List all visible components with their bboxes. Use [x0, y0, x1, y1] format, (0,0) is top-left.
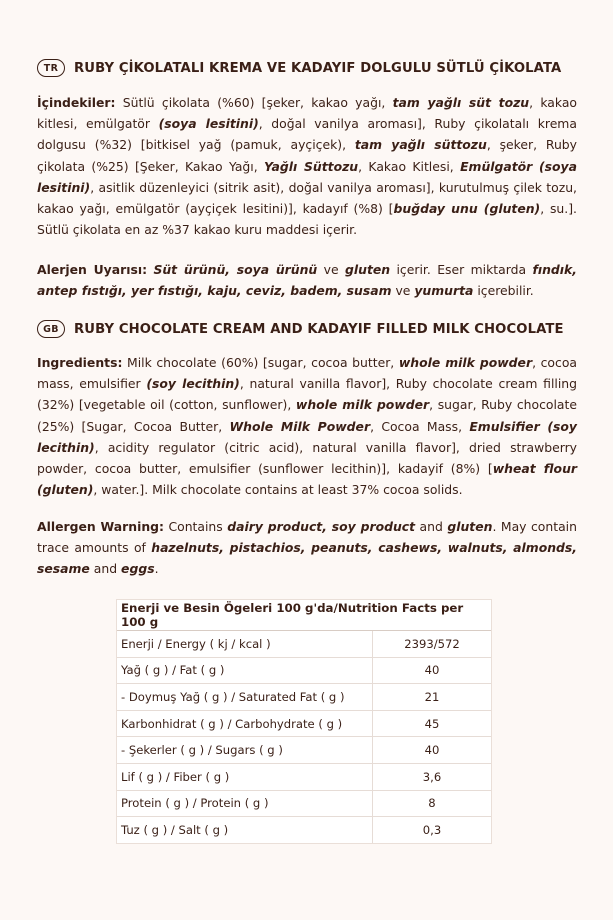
nutrient-value: 8 — [373, 790, 492, 817]
emphasized-text: gluten — [345, 262, 391, 277]
text-run: and — [415, 519, 448, 534]
nutrition-header-row — [117, 600, 491, 631]
emphasized-text: (soy lecithin) — [146, 376, 240, 392]
nutrient-label: Yağ ( g ) / Fat ( g ) — [117, 657, 373, 684]
nutrition-row-energy — [117, 631, 491, 658]
gb-ingredients-text — [37, 355, 577, 497]
emphasized-text: hazelnuts, pistachios, peanuts, cashews, walnuts, almonds, sesame — [37, 540, 577, 577]
emphasized-text: whole milk powder — [398, 355, 533, 370]
text-run: . — [154, 561, 159, 577]
text-run: , şeker, Ruby çikolata (%25) [Şeker, Kakao Yağı, — [37, 137, 577, 174]
nutrient-value: 40 — [373, 737, 492, 764]
emphasized-text: dairy product, soy product — [227, 519, 416, 534]
nutrient-label: Lif ( g ) / Fiber ( g ) — [117, 763, 373, 790]
emphasized-text: Yağlı Süttozu — [264, 158, 359, 174]
text-run: ve — [317, 262, 345, 277]
tr-ingredients — [37, 92, 577, 240]
emphasized-text: tam yağlı süt tozu — [392, 95, 530, 110]
text-run: , Kakao Kitlesi, — [358, 158, 461, 174]
text-run: and — [89, 561, 122, 577]
text-run: , kakao kitlesi, emülgatör — [37, 95, 578, 132]
text-run: , water.]. Milk chocolate contains at least 37% cocoa solids. — [93, 482, 463, 498]
nutrition-header: Enerji ve Besin Ögeleri 100 g'da/Nutrition Facts per 100 g — [117, 600, 491, 631]
emphasized-text: tam yağlı süttozu — [354, 137, 487, 153]
emphasized-text: eggs — [121, 561, 155, 577]
tr-section-header — [37, 59, 561, 77]
gb-ingredients — [37, 352, 577, 500]
nutrient-label: - Şekerler ( g ) / Sugars ( g ) — [117, 737, 373, 764]
text-run: , sugar, Ruby chocolate (25%) [Sugar, Cocoa Butter, — [37, 397, 577, 434]
nutrient-value: 0,3 — [373, 817, 492, 843]
text-run: , acidity regulator (citric acid), natural vanilla flavor], dried strawberry powder, cocoa butter, emulsifier (sunflower lecithin)], kadayif (8%) [ — [37, 439, 577, 477]
text-run: . May contain trace amounts of — [37, 519, 577, 556]
nutrition-row-salt — [117, 817, 491, 843]
nutrition-row-carbohydrate — [117, 710, 491, 737]
nutrient-value: 2393/572 — [373, 631, 492, 658]
nutrient-label: Enerji / Energy ( kj / kcal ) — [117, 631, 373, 658]
text-run: Sütlü çikolata (%60) [şeker, kakao yağı, — [115, 95, 393, 110]
emphasized-text: fındık, antep fıstığı, yer fıstığı, kaju, ceviz, badem, susam — [37, 262, 577, 299]
nutrition-row-protein — [117, 790, 491, 817]
gb-ingredients-label: Ingredients: — [37, 355, 123, 370]
nutrition-row-sugars — [117, 737, 491, 764]
tr-ingredients-text — [37, 95, 577, 237]
emphasized-text: wheat flour (gluten) — [37, 461, 577, 498]
emphasized-text: Süt ürünü, soya ürünü — [153, 262, 318, 277]
tr-ingredients-label: İçindekiler: — [37, 95, 116, 110]
text-run: Contains — [163, 519, 228, 534]
nutrition-row-fiber — [117, 763, 491, 790]
text-run: içerebilir. — [473, 283, 534, 299]
nutrition-row-saturated-fat — [117, 684, 491, 711]
tr-language-badge: TR — [37, 59, 65, 77]
gb-allergen-warning — [37, 516, 577, 580]
emphasized-text: yumurta — [414, 283, 474, 299]
emphasized-text: Whole Milk Powder — [229, 418, 371, 434]
text-run: , natural vanilla flavor], Ruby chocolate cream filling (32%) [vegetable oil (cotton, sunflower), — [37, 376, 577, 413]
nutrient-label: Karbonhidrat ( g ) / Carbohydrate ( g ) — [117, 710, 373, 737]
nutrition-facts-table — [117, 600, 491, 843]
nutrient-value: 21 — [373, 684, 492, 711]
nutrient-value: 40 — [373, 657, 492, 684]
nutrient-value: 45 — [373, 710, 492, 737]
gb-product-title: RUBY CHOCOLATE CREAM AND KADAYIF FILLED MILK CHOCOLATE — [74, 321, 564, 337]
text-run: , cocoa mass, emulsifier — [37, 355, 577, 392]
nutrient-label: Protein ( g ) / Protein ( g ) — [117, 790, 373, 817]
emphasized-text: buğday unu (gluten) — [393, 201, 541, 217]
text-run: , asitlik düzenleyici (sitrik asit), doğal vanilya aroması], kurutulmuş çilek tozu, kakao yağı, emülgatör (ayçiçek lesitini)], kadayıf (%8) [ — [37, 179, 577, 217]
nutrient-label: Tuz ( g ) / Salt ( g ) — [117, 817, 373, 843]
text-run: , Cocoa Mass, — [370, 418, 470, 434]
text-run: , doğal vanilya aroması], Ruby çikolatalı krema dolgusu (%32) [bitkisel yağ (pamuk, ayçiçek), — [37, 116, 577, 153]
tr-product-title: RUBY ÇİKOLATALI KREMA VE KADAYIF DOLGULU SÜTLÜ ÇİKOLATA — [74, 60, 562, 76]
emphasized-text: whole milk powder — [295, 397, 430, 413]
text-run: içerir. Eser miktarda — [390, 262, 533, 277]
gb-section-header — [37, 320, 564, 338]
emphasized-text: Emülgatör (soya lesitini) — [37, 158, 577, 195]
gb-allergen-label: Allergen Warning: — [37, 519, 164, 534]
emphasized-text: gluten — [447, 519, 493, 534]
tr-allergen-label: Alerjen Uyarısı: — [37, 262, 148, 277]
text-run: Milk chocolate (60%) [sugar, cocoa butter, — [122, 355, 399, 370]
nutrient-label: - Doymuş Yağ ( g ) / Saturated Fat ( g ) — [117, 684, 373, 711]
gb-language-badge: GB — [37, 320, 65, 338]
nutrient-value: 3,6 — [373, 763, 492, 790]
text-run: , su.]. Sütlü çikolata en az %37 kakao kuru maddesi içerir. — [37, 201, 577, 238]
nutrition-row-fat — [117, 657, 491, 684]
emphasized-text: Emulsifier (soy lecithin) — [37, 418, 578, 455]
emphasized-text: (soya lesitini) — [158, 116, 259, 132]
tr-allergen-warning — [37, 259, 577, 301]
text-run: ve — [391, 283, 415, 299]
